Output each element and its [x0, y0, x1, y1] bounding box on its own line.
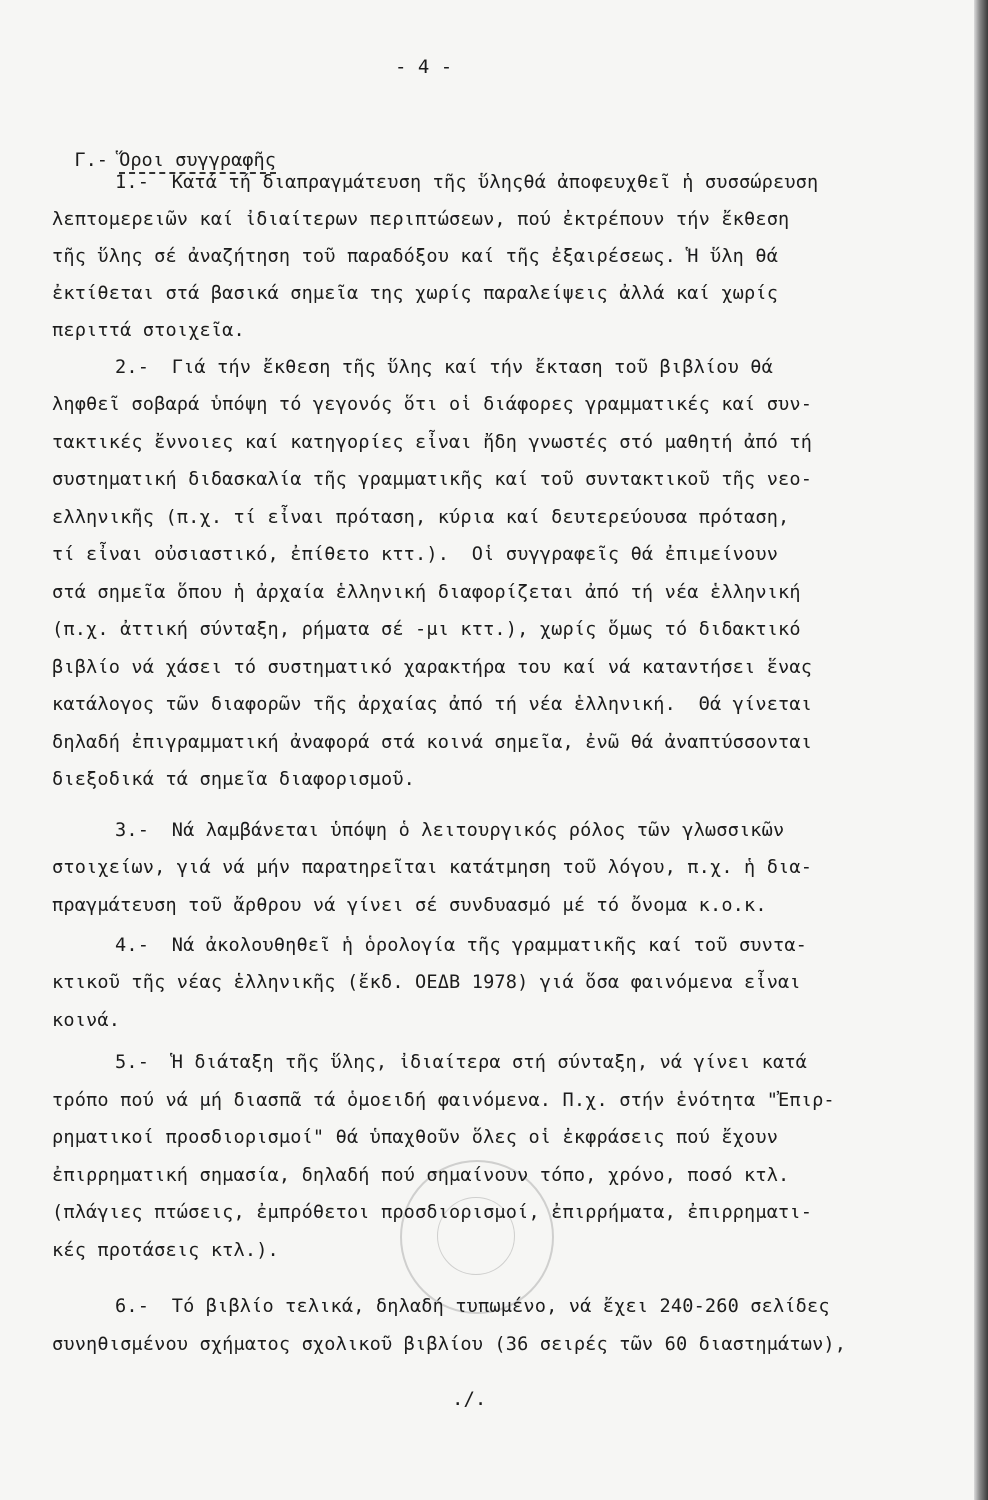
paragraph-2-line: στά σημεῖα ὅπου ἡ ἀρχαία ἑλληνική διαφορίζεται ἀπό τή νέα ἑλληνική — [52, 582, 801, 603]
paragraph-2-line: (π.χ. ἀττική σύνταξη, ρήματα σέ -μι κττ.), χωρίς ὅμως τό διδακτικό — [52, 619, 801, 640]
paragraph-1-line: ἐκτίθεται στά βασικά σημεῖα της χωρίς παραλείψεις ἀλλά καί χωρίς — [52, 283, 779, 304]
paragraph-6-line: 6.- Τό βιβλίο τελικά, δηλαδή τυπωμένο, νά ἔχει 240-260 σελίδες — [115, 1296, 830, 1317]
paragraph-2-line: ελληνικῆς (π.χ. τί εἶναι πρόταση, κύρια καί δευτερεύουσα πρόταση, — [52, 507, 790, 528]
paragraph-1-line: τῆς ὕλης σέ ἀναζήτηση τοῦ παραδόξου καί τῆς ἐξαιρέσεως. Ἡ ὕλη θά — [52, 246, 779, 267]
paragraph-3-line: 3.- Νά λαμβάνεται ὑπόψη ὁ λειτουργικός ρόλος τῶν γλωσσικῶν — [115, 820, 785, 841]
paragraph-2-line: βιβλίο νά χάσει τό συστηματικό χαρακτήρα του καί νά καταντήσει ἕνας — [52, 657, 813, 678]
paragraph-4-line: κτικοῦ τῆς νέας ἑλληνικῆς (ἔκδ. ΟΕΔΒ 1978) γιά ὅσα φαινόμενα εἶναι — [52, 972, 801, 993]
paragraph-2-line: κατάλογος τῶν διαφορῶν τῆς ἀρχαίας ἀπό τή νέα ἑλληνική. Θά γίνεται — [52, 694, 813, 715]
paragraph-3-line: πραγμάτευση τοῦ ἄρθρου νά γίνει σέ συνδυασμό μέ τό ὄνομα κ.ο.κ. — [52, 895, 767, 916]
paragraph-2-line: 2.- Γιά τήν ἔκθεση τῆς ὕλης καί τήν ἔκταση τοῦ βιβλίου θά — [115, 357, 773, 378]
paragraph-1-line: λεπτομερειῶν καί ἰδιαίτερων περιπτώσεων, πού ἐκτρέπουν τήν ἔκθεση — [52, 209, 790, 230]
paragraph-2-line: συστηματική διδασκαλία τῆς γραμματικῆς καί τοῦ συντακτικοῦ τῆς νεο- — [52, 469, 813, 490]
paragraph-3-line: στοιχείων, γιά νά μήν παρατηρεῖται κατάτμηση τοῦ λόγου, π.χ. ἡ δια- — [52, 857, 813, 878]
paragraph-2-line: τακτικές ἔννοιες καί κατηγορίες εἶναι ἤδη γνωστές στό μαθητή ἀπό τή — [52, 432, 813, 453]
section-title: Ὅροι συγγραφῆς — [119, 150, 276, 174]
page-number: - 4 - — [395, 56, 453, 78]
paragraph-2-line: τί εἶναι οὐσιαστικό, ἐπίθετο κττ.). Οἱ συγγραφεῖς θά ἐπιμείνουν — [52, 544, 779, 565]
page-edge — [974, 0, 988, 1500]
paragraph-2-line: διεξοδικά τά σημεῖα διαφορισμοῦ. — [52, 769, 416, 790]
paragraph-4-line: 4.- Νά ἀκολουθηθεῖ ἡ ὁρολογία τῆς γραμματικῆς καί τοῦ συντα- — [115, 935, 808, 956]
section-prefix: Γ.- — [74, 150, 120, 171]
paragraph-5-line: τρόπο πού νά μή διασπᾶ τά ὁμοειδή φαινόμενα. Π.χ. στήν ἑνότητα "Ἐπιρ- — [52, 1090, 835, 1111]
section-heading — [52, 129, 276, 171]
paragraph-5-line: ρηματικοί προσδιορισμοί" θά ὑπαχθοῦν ὅλες οἱ ἐκφράσεις πού ἔχουν — [52, 1127, 779, 1148]
paragraph-1-line: 1.- Κατά τή διαπραγμάτευση τῆς ὕληςθά ἀποφευχθεῖ ἡ συσσώρευση — [115, 172, 819, 193]
paragraph-2-line: δηλαδή ἐπιγραμματική ἀναφορά στά κοινά σημεῖα, ἐνῶ θά ἀναπτύσσονται — [52, 732, 813, 753]
paragraph-1-line: περιττά στοιχεῖα. — [52, 320, 245, 341]
paragraph-4-line: κοινά. — [52, 1010, 121, 1031]
continuation-mark: ./. — [452, 1388, 487, 1410]
paragraph-5-line: κές προτάσεις κτλ.). — [52, 1240, 279, 1261]
paragraph-5-line: ἐπιρρηματική σημασία, δηλαδή πού σημαίνουν τόπο, χρόνο, ποσό κτλ. — [52, 1165, 790, 1186]
paragraph-5-line: (πλάγιες πτώσεις, ἐμπρόθετοι προσδιορισμοί, ἐπιρρήματα, ἐπιρρηματι- — [52, 1202, 813, 1223]
paragraph-6-line: συνηθισμένου σχήματος σχολικοῦ βιβλίου (36 σειρές τῶν 60 διαστημάτων), — [52, 1334, 847, 1355]
paragraph-5-line: 5.- Ἡ διάταξη τῆς ὕλης, ἰδιαίτερα στή σύνταξη, νά γίνει κατά — [115, 1052, 808, 1073]
paragraph-2-line: ληφθεῖ σοβαρά ὑπόψη τό γεγονός ὅτι οἱ διάφορες γραμματικές καί συν- — [52, 394, 813, 415]
